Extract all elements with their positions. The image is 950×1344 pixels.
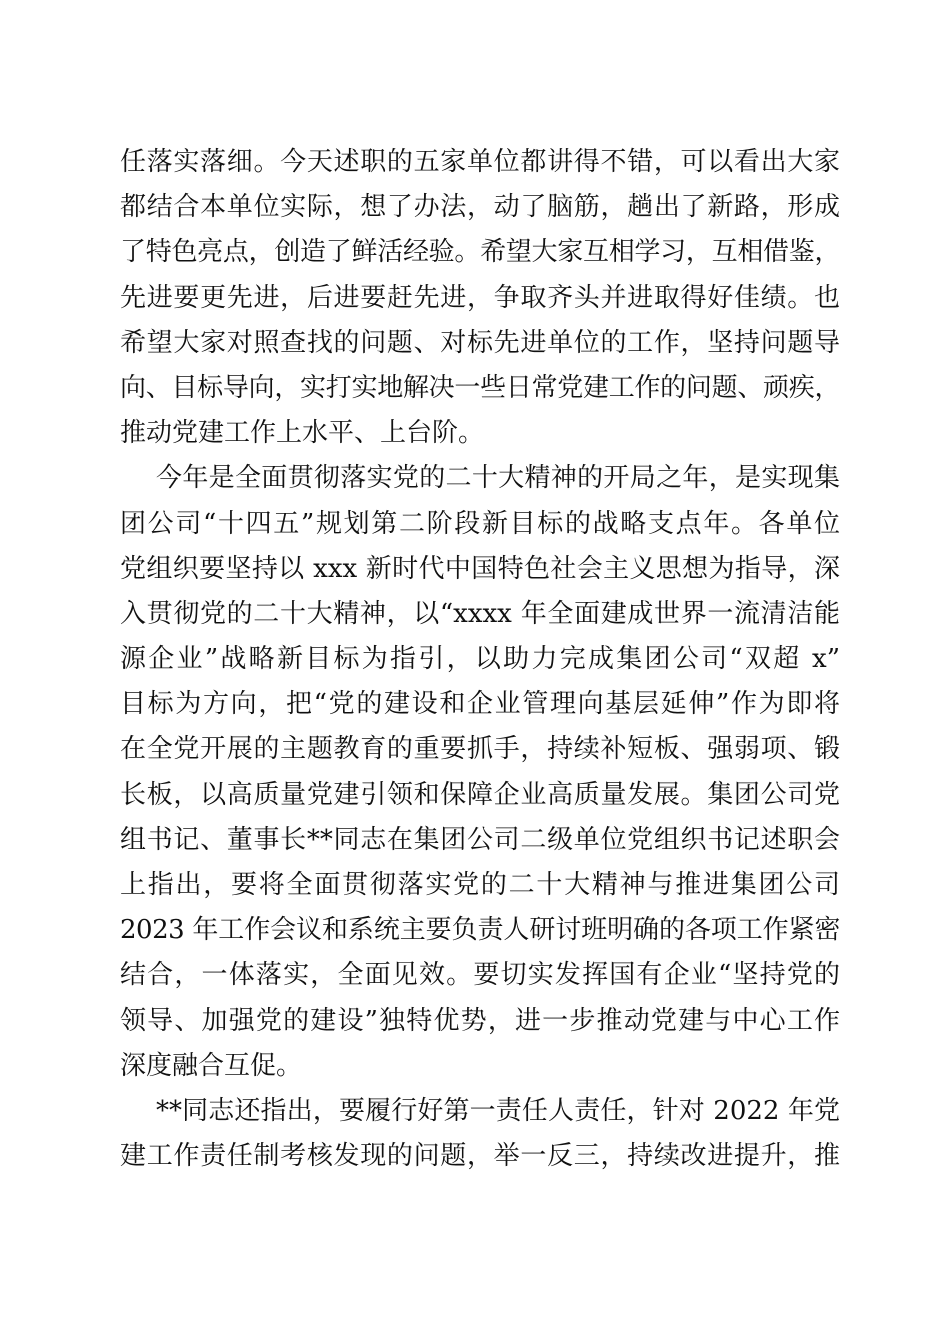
text-line: 领导、加强党的建设”独特优势，进一步推动党建与中心工作 — [120, 1005, 840, 1036]
text-line: 建工作责任制考核发现的问题，举一反三，持续改进提升，推 — [120, 1141, 840, 1172]
text-line: 深度融合互促。 — [120, 1050, 303, 1081]
text-line: 推动党建工作上水平、上台阶。 — [120, 418, 485, 449]
text-line: 入贯彻党的二十大精神，以“xxxx 年全面建成世界一流清洁能 — [120, 598, 840, 629]
text-line: 组书记、董事长**同志在集团公司二级单位党组织书记述职会 — [120, 824, 840, 855]
text-line: 了特色亮点，创造了鲜活经验。希望大家互相学习，互相借鉴， — [120, 237, 840, 268]
text-line: 目标为方向，把“党的建设和企业管理向基层延伸”作为即将 — [120, 689, 840, 720]
text-line: 在全党开展的主题教育的重要抓手，持续补短板、强弱项、锻 — [120, 734, 840, 765]
text-line: 希望大家对照查找的问题、对标先进单位的工作，坚持问题导 — [120, 327, 840, 358]
text-line: 都结合本单位实际，想了办法，动了脑筋，趟出了新路，形成 — [120, 192, 840, 223]
text-line: 2023 年工作会议和系统主要负责人研讨班明确的各项工作紧密 — [120, 915, 840, 946]
text-line: 结合，一体落实，全面见效。要切实发挥国有企业“坚持党的 — [120, 960, 840, 991]
text-line: 今年是全面贯彻落实党的二十大精神的开局之年，是实现集 — [156, 463, 840, 494]
text-line: 上指出，要将全面贯彻落实党的二十大精神与推进集团公司 — [120, 870, 840, 900]
text-line: 任落实落细。今天述职的五家单位都讲得不错，可以看出大家 — [120, 147, 840, 177]
text-line: 长板，以高质量党建引领和保障企业高质量发展。集团公司党 — [120, 779, 840, 810]
text-line: 团公司“十四五”规划第二阶段新目标的战略支点年。各单位 — [120, 508, 840, 539]
text-line: 向、目标导向，实打实地解决一些日常党建工作的问题、顽疾， — [120, 372, 840, 403]
text-line: 党组织要坚持以 xxx 新时代中国特色社会主义思想为指导，深 — [120, 553, 840, 584]
text-line: 源企业”战略新目标为指引，以助力完成集团公司“双超 x” — [120, 644, 840, 675]
text-line: 先进要更先进，后进要赶先进，争取齐头并进取得好佳绩。也 — [120, 282, 840, 313]
document-body — [120, 140, 840, 1179]
text-line: **同志还指出，要履行好第一责任人责任，针对 2022 年党 — [156, 1095, 840, 1126]
